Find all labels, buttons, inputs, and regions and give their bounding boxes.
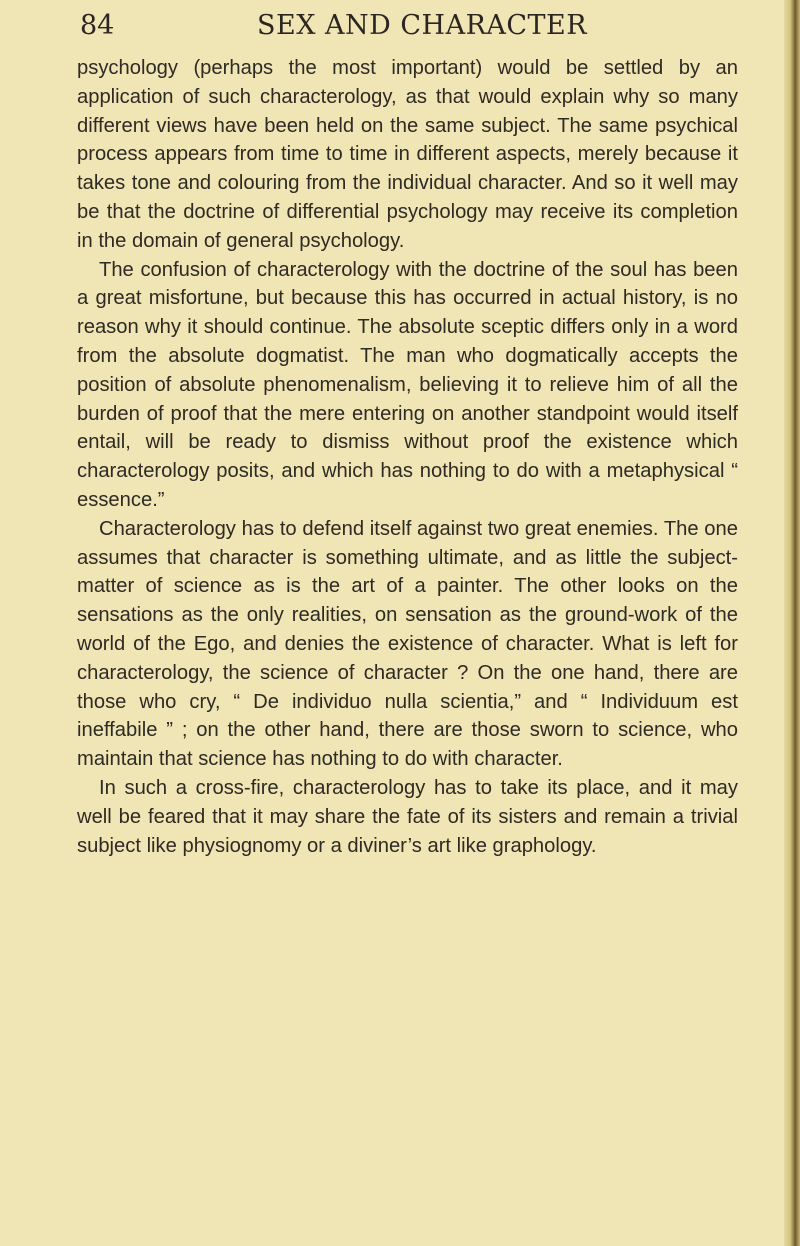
running-head: SEX AND CHARACTER <box>257 10 588 41</box>
paragraph-cross-fire: In such a cross-fire, characterology has to take its place, and it may well be feared that it may share the fate of its sisters and remain a trivial subject like physiognomy or a diviner’s art like graphology. <box>77 776 738 857</box>
page-header <box>80 6 780 48</box>
paragraph-characterology-confusion: The confusion of characterology with the doctrine of the soul has been a great misfortune, but because this has occurred in actual history, is no reason why it should continue. The absolute sceptic differs only in a word from the absolute dogmatist. The man who dogmatically accepts the position of absolute phenomenalism, believing it to relieve him of all the burden of proof that the mere entering on another standpoint would itself entail, will be ready to dismiss without proof the existence which characterology posits, and which has nothing to do with a metaphysical “ essence.” <box>77 258 738 511</box>
body-text <box>77 54 738 860</box>
paragraph-continued: psychology (perhaps the most important) would be settled by an application of such characterology, as that would explain why so many different views have been held on the same subject. The same psychical process appears from time to time in different aspects, merely because it takes tone and colouring from the individual character. And so it well may be that the doctrine of differential psychology may receive its completion in the domain of general psychology. <box>77 57 738 252</box>
paragraph-two-enemies: Characterology has to defend itself against two great enemies. The one assumes that character is something ultimate, and as little the subject-matter of science as is the art of a painter. The other looks on the sensations as the only realities, on sensation as the ground-work of the world of the Ego, and denies the existence of character. What is left for characterology, the science of character ? On the one hand, there are those who cry, “ De individuo nulla scientia,” and “ Individuum est ineffabile ” ; on the other hand, there are those sworn to science, who maintain that science has nothing to do with character. <box>77 517 738 771</box>
page-number: 84 <box>80 10 115 41</box>
page-edge-shadow <box>784 0 800 1246</box>
